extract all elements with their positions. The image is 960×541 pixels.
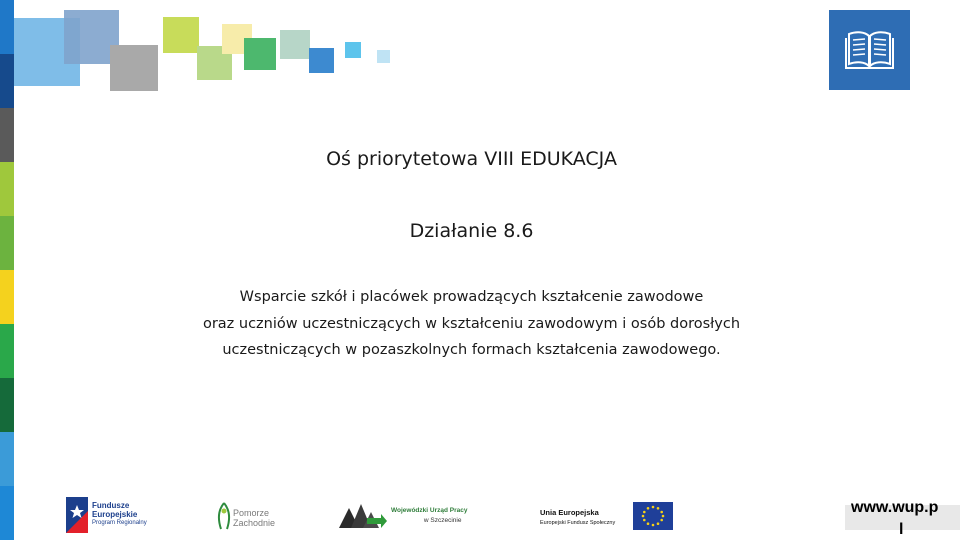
description-line: oraz uczniów uczestniczących w kształceniu zawodowym i osób dorosłych <box>202 315 741 332</box>
fundusze-europejskie-logo <box>66 497 182 533</box>
logo-text: Program Regionalny <box>92 520 147 526</box>
color-strip-segment <box>0 162 14 216</box>
decor-square <box>110 45 158 91</box>
page-subtitle: Działanie 8.6 <box>409 220 534 242</box>
website-line: l <box>899 521 904 538</box>
color-strip-segment <box>0 378 14 432</box>
decor-square <box>163 17 199 53</box>
unia-europejska-logo <box>540 502 676 532</box>
pomorze-zachodnie-logo <box>215 500 285 532</box>
description <box>0 284 943 364</box>
website-link[interactable] <box>851 497 960 541</box>
decor-square <box>309 48 334 73</box>
decor-square <box>345 42 361 58</box>
logo-text: Unia Europejska <box>540 508 599 517</box>
color-strip-segment <box>0 486 14 540</box>
color-strip-segment <box>0 54 14 108</box>
color-strip-segment <box>0 0 14 54</box>
description-line: uczestniczących w pozaszkolnych formach kształcenia zawodowego. <box>222 342 721 358</box>
logo-text: Zachodnie <box>233 518 276 528</box>
fe-flag-icon <box>66 497 88 533</box>
decor-square <box>244 38 276 70</box>
logo-text: Wojewódzki Urząd Pracy <box>391 507 468 514</box>
description-line: Wsparcie szkół i placówek prowadzących kształcenie zawodowe <box>239 289 704 305</box>
website-line: www.wup.p <box>851 499 939 516</box>
eu-flag-icon <box>633 502 673 530</box>
griffin-icon <box>215 501 233 531</box>
book-tile <box>829 10 910 90</box>
book-icon <box>845 28 894 70</box>
decor-square <box>280 30 310 59</box>
logo-text: Europejski Fundusz Społeczny <box>540 520 616 526</box>
logo-text: w Szczecinie <box>423 517 462 524</box>
page-title: Oś priorytetowa VIII EDUKACJA <box>326 148 617 170</box>
logo-text: Fundusze <box>92 501 130 510</box>
logo-text: Pomorze <box>233 508 270 518</box>
wup-logo <box>337 500 482 532</box>
wup-emblem-icon <box>337 502 387 530</box>
color-strip-segment <box>0 432 14 486</box>
logo-text: Europejskie <box>92 510 138 519</box>
decor-square <box>377 50 390 63</box>
